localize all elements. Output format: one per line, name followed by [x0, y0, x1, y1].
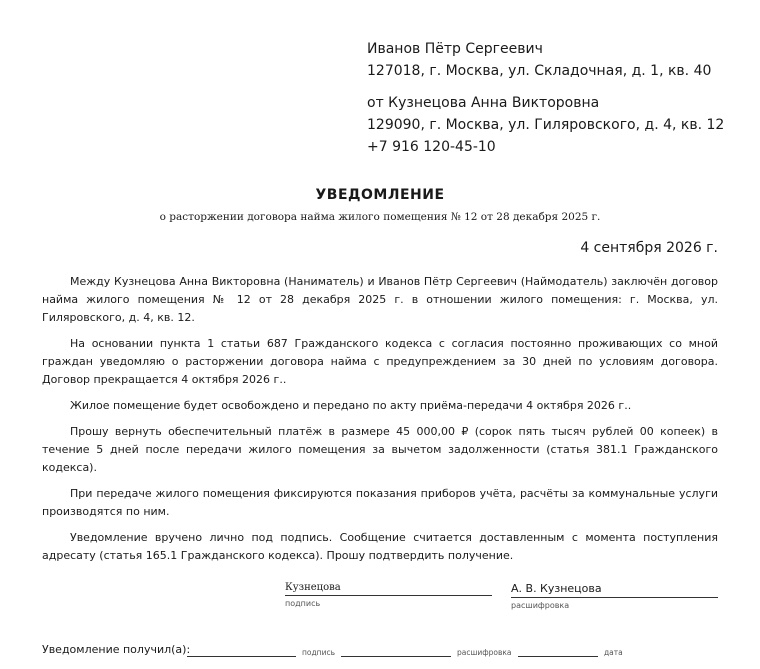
- receipt-decoding-line: [341, 656, 451, 657]
- receipt-label: Уведомление получил(а):: [42, 643, 191, 656]
- signature-line: [285, 595, 492, 596]
- receipt-date-line: [518, 656, 598, 657]
- decoding-line: [511, 597, 718, 598]
- sender-name: от Кузнецова Анна Викторовна: [367, 95, 600, 111]
- body-paragraph: Жилое помещение будет освобождено и передано по акту приёма-передачи 4 октября 2026 г..: [70, 399, 632, 412]
- body-paragraph: Уведомление вручено лично под подпись. Сообщение считается доставленным с момента поступления адресату (статья 165.1 Гражданского кодекса). Прошу подтвердить получение.: [42, 531, 718, 562]
- recipient-block: [367, 38, 711, 82]
- decoding-block: [511, 582, 718, 610]
- body-paragraph: Прошу вернуть обеспечительный платёж в размере 45 000,00 ₽ (сорок пять тысяч рублей 00 копеек) в течение 5 дней после передачи жилого помещения за вычетом задолженности (статья 381.1 Гражданского кодекса).: [42, 425, 718, 474]
- document-date: 4 сентября 2026 г.: [580, 240, 718, 256]
- body-paragraph: При передаче жилого помещения фиксируются показания приборов учёта, расчёты за коммунальные услуги производятся по ним.: [42, 487, 718, 518]
- signature-block: [285, 582, 492, 608]
- body-paragraph: Между Кузнецова Анна Викторовна (Наниматель) и Иванов Пётр Сергеевич (Наймодатель) заключён договор найма жилого помещения № 12 от 28 декабря 2025 г. в отношении жилого помещения: г. Москва, ул. Гиляровского, д. 4, кв. 12.: [42, 275, 718, 324]
- receipt-signature-caption: подпись: [302, 648, 335, 657]
- receipt-signature-line: [187, 656, 296, 657]
- document-title: УВЕДОМЛЕНИЕ: [315, 187, 445, 203]
- sender-block: [367, 92, 724, 158]
- body-paragraph: На основании пункта 1 статьи 687 Гражданского кодекса с согласия постоянно проживающих со мной граждан уведомляю о расторжении договора найма с предупреждением за 30 дней по условиям договора. Договор прекращается 4 октября 2026 г..: [42, 337, 718, 386]
- recipient-address: 127018, г. Москва, ул. Складочная, д. 1, кв. 40: [367, 63, 712, 79]
- receipt-decoding-caption: расшифровка: [457, 648, 512, 657]
- recipient-name: Иванов Пётр Сергеевич: [367, 41, 543, 57]
- document-body: [42, 273, 718, 573]
- sender-phone: +7 916 120-45-10: [367, 139, 496, 155]
- signature-value: Кузнецова: [285, 582, 341, 593]
- receipt-date-caption: дата: [604, 648, 623, 657]
- decoding-value: А. В. Кузнецова: [511, 582, 602, 595]
- signature-caption: подпись: [285, 599, 321, 608]
- decoding-caption: расшифровка: [511, 601, 570, 610]
- sender-address: 129090, г. Москва, ул. Гиляровского, д. 4, кв. 12: [367, 117, 725, 133]
- document-subtitle: о расторжении договора найма жилого помещения № 12 от 28 декабря 2025 г.: [159, 211, 601, 223]
